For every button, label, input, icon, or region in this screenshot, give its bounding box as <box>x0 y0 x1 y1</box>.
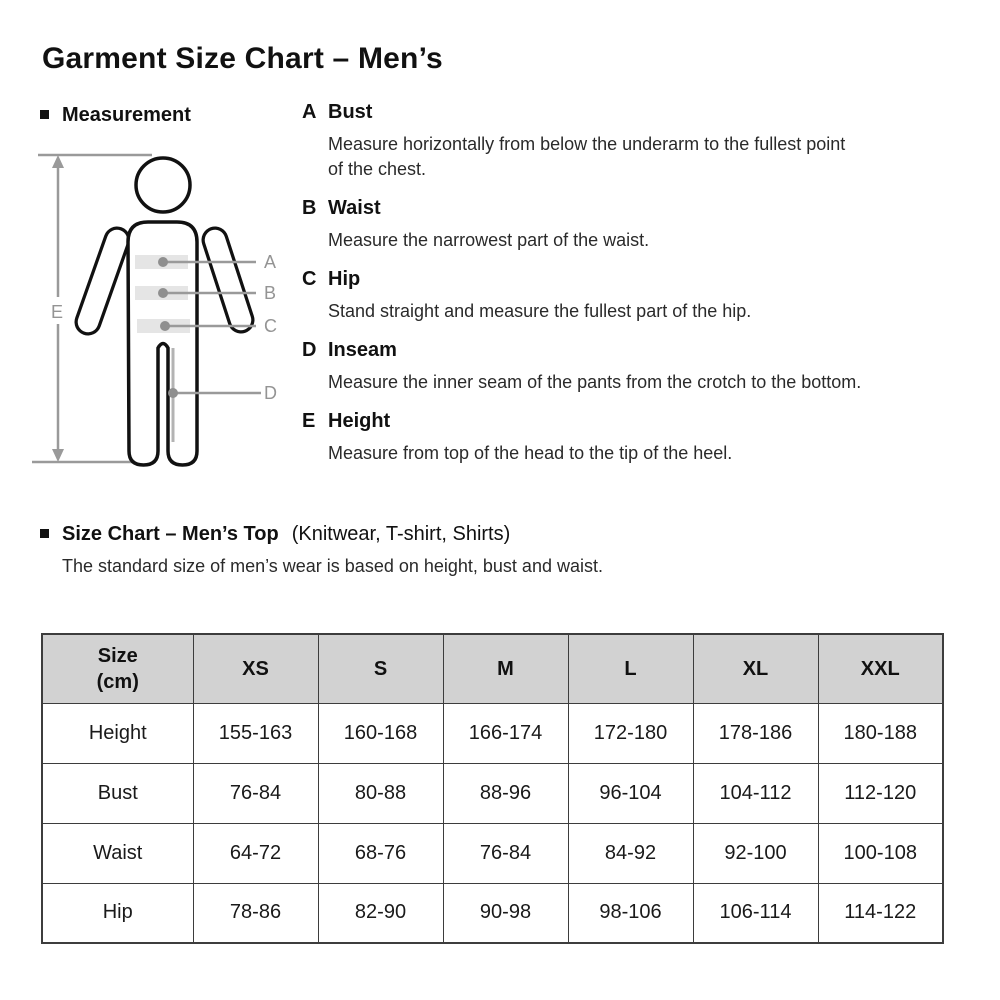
value-cell: 90-98 <box>443 883 568 943</box>
square-bullet-icon <box>40 110 49 119</box>
definition-inseam <box>302 338 974 395</box>
value-cell: 172-180 <box>568 703 693 763</box>
value-cell: 76-84 <box>193 763 318 823</box>
arrow-down-icon <box>52 449 64 462</box>
figure-label-e: E <box>51 302 64 322</box>
value-cell: 78-86 <box>193 883 318 943</box>
definition-waist <box>302 196 974 253</box>
definition-term: Hip <box>328 268 361 290</box>
value-cell: 64-72 <box>193 823 318 883</box>
size-header-xl: XL <box>693 634 818 703</box>
table-row-height <box>42 703 943 763</box>
description-line: of the chest. <box>328 159 427 179</box>
size-unit-header <box>42 634 193 703</box>
value-cell: 180-188 <box>818 703 943 763</box>
value-cell: 68-76 <box>318 823 443 883</box>
table-row-hip <box>42 883 943 943</box>
figure-label-c: C <box>264 316 277 336</box>
value-cell: 82-90 <box>318 883 443 943</box>
figure-label-b: B <box>264 283 277 303</box>
unit-label: (cm) <box>96 670 139 693</box>
size-chart-subtitle: The standard size of men’s wear is based on height, bust and waist. <box>62 556 603 576</box>
size-chart-section-heading <box>40 522 510 546</box>
value-cell: 104-112 <box>693 763 818 823</box>
hip-point-dot <box>160 321 170 331</box>
value-cell: 96-104 <box>568 763 693 823</box>
value-cell: 84-92 <box>568 823 693 883</box>
definition-description <box>328 370 974 395</box>
table-row-waist <box>42 823 943 883</box>
row-label: Waist <box>42 823 193 883</box>
figure-label-d: D <box>264 383 277 403</box>
description-line: Measure the inner seam of the pants from the crotch to the bottom. <box>328 372 862 392</box>
size-header-xxl: XXL <box>818 634 943 703</box>
measurement-figure <box>28 140 313 485</box>
definition-term: Height <box>328 410 391 432</box>
definition-description <box>328 228 974 253</box>
measurement-heading-label: Measurement <box>62 104 191 126</box>
inseam-point-dot <box>168 388 178 398</box>
value-cell: 76-84 <box>443 823 568 883</box>
definition-term: Inseam <box>328 339 397 361</box>
size-label: Size <box>97 644 138 667</box>
value-cell: 106-114 <box>693 883 818 943</box>
measurement-section-heading <box>40 103 191 127</box>
row-label: Hip <box>42 883 193 943</box>
definition-term: Waist <box>328 197 381 219</box>
definition-term: Bust <box>328 101 373 123</box>
waist-point-dot <box>158 288 168 298</box>
value-cell: 92-100 <box>693 823 818 883</box>
value-cell: 88-96 <box>443 763 568 823</box>
size-chart-heading-bold: Size Chart – Men’s Top <box>62 523 279 545</box>
value-cell: 112-120 <box>818 763 943 823</box>
definition-letter: D <box>302 339 317 361</box>
size-header-m: M <box>443 634 568 703</box>
definition-letter: B <box>302 197 317 219</box>
size-chart-table <box>41 633 944 944</box>
value-cell: 160-168 <box>318 703 443 763</box>
square-bullet-icon <box>40 529 49 538</box>
size-header-l: L <box>568 634 693 703</box>
definition-letter: C <box>302 268 317 290</box>
description-line: Measure the narrowest part of the waist. <box>328 230 650 250</box>
size-chart-heading-regular: (Knitwear, T-shirt, Shirts) <box>291 523 511 545</box>
row-label: Height <box>42 703 193 763</box>
size-header-xs: XS <box>193 634 318 703</box>
definition-description <box>328 299 974 324</box>
definition-bust <box>302 100 974 182</box>
page-title: Garment Size Chart – Men’s <box>42 42 443 75</box>
bust-point-dot <box>158 257 168 267</box>
definition-hip <box>302 267 974 324</box>
definition-height <box>302 409 974 466</box>
value-cell: 100-108 <box>818 823 943 883</box>
description-line: Stand straight and measure the fullest part of the hip. <box>328 301 752 321</box>
definition-letter: A <box>302 101 317 123</box>
description-line: Measure from top of the head to the tip of the heel. <box>328 443 733 463</box>
description-line: Measure horizontally from below the underarm to the fullest point <box>328 134 846 154</box>
definition-letter: E <box>302 410 316 432</box>
value-cell: 98-106 <box>568 883 693 943</box>
value-cell: 80-88 <box>318 763 443 823</box>
arrow-up-icon <box>52 155 64 168</box>
size-header-s: S <box>318 634 443 703</box>
definition-description <box>328 132 974 182</box>
row-label: Bust <box>42 763 193 823</box>
figure-head <box>136 158 190 212</box>
figure-right-arm <box>215 240 241 320</box>
definition-description <box>328 441 974 466</box>
value-cell: 166-174 <box>443 703 568 763</box>
value-cell: 178-186 <box>693 703 818 763</box>
figure-label-a: A <box>264 252 277 272</box>
body-measurement-diagram <box>28 140 313 485</box>
table-header-row <box>42 634 943 703</box>
figure-left-arm <box>88 240 117 322</box>
value-cell: 114-122 <box>818 883 943 943</box>
value-cell: 155-163 <box>193 703 318 763</box>
measurement-definitions <box>302 100 974 480</box>
table-row-bust <box>42 763 943 823</box>
